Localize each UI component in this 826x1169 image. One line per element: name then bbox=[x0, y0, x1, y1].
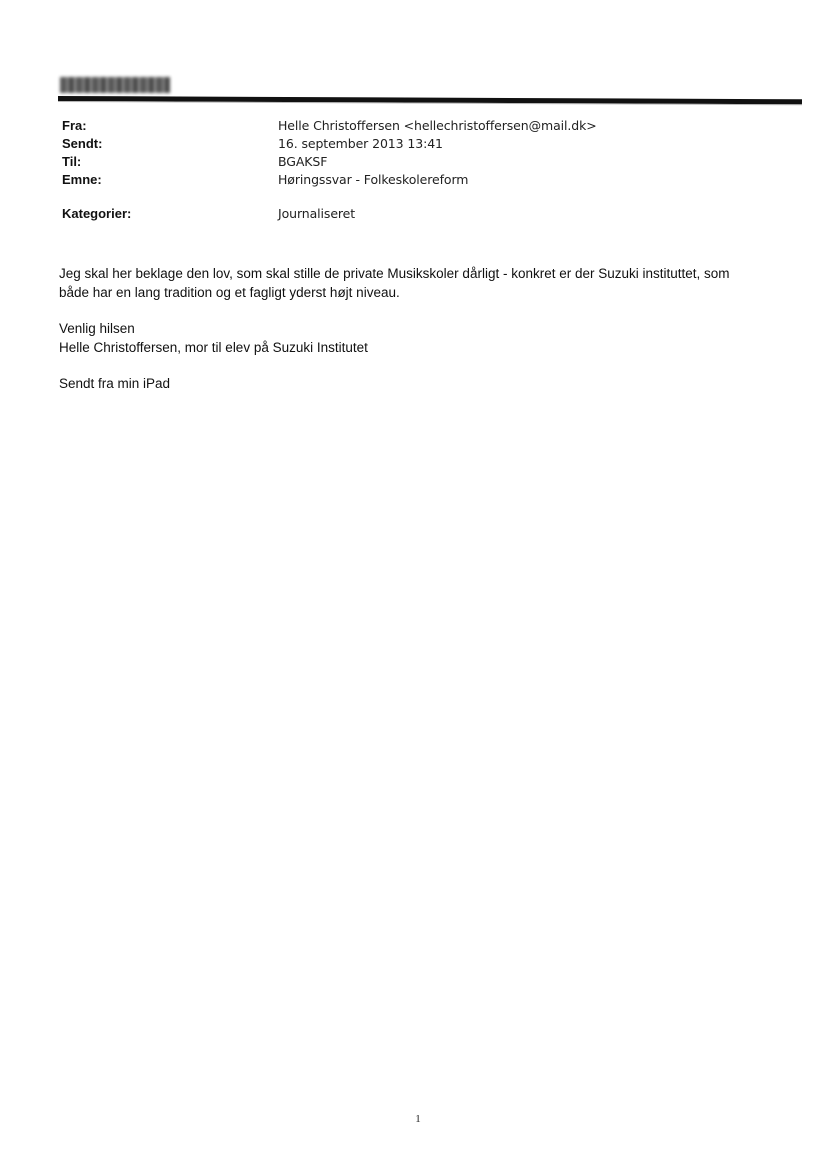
to-row bbox=[62, 153, 782, 171]
sent-row bbox=[62, 135, 782, 153]
subject-value: Høringssvar - Folkeskolereform bbox=[278, 172, 469, 187]
redacted-sender-name bbox=[60, 77, 170, 93]
from-label: Fra: bbox=[62, 118, 87, 133]
signature bbox=[59, 319, 789, 357]
to-label: Til: bbox=[62, 154, 82, 169]
sent-from-text: Sendt fra min iPad bbox=[59, 376, 171, 391]
page-number: 1 bbox=[415, 1113, 421, 1125]
subject-label: Emne: bbox=[62, 172, 102, 187]
category-label: Kategorier: bbox=[62, 206, 132, 221]
signature-name: Helle Christoffersen, mor til elev på Suzuki Institutet bbox=[59, 340, 368, 355]
email-header-fields bbox=[62, 117, 782, 223]
body-line-2: både har en lang tradition og et fagligt yderst højt niveau. bbox=[59, 285, 400, 300]
body-line-1: Jeg skal her beklage den lov, som skal stille de private Musikskoler dårligt - konkret er der Suzuki instituttet, som bbox=[59, 266, 730, 281]
body-paragraph bbox=[59, 264, 789, 302]
from-row bbox=[62, 117, 782, 135]
sent-label: Sendt: bbox=[62, 136, 103, 151]
subject-row bbox=[62, 171, 782, 189]
to-value: BGAKSF bbox=[278, 154, 328, 169]
category-row bbox=[62, 205, 782, 223]
sent-from-note bbox=[59, 374, 789, 393]
email-body bbox=[59, 264, 789, 410]
category-value: Journaliseret bbox=[278, 206, 356, 221]
signature-greeting: Venlig hilsen bbox=[59, 321, 135, 336]
sent-value: 16. september 2013 13:41 bbox=[278, 136, 443, 151]
from-value: Helle Christoffersen <hellechristoffersen@mail.dk> bbox=[278, 118, 597, 133]
